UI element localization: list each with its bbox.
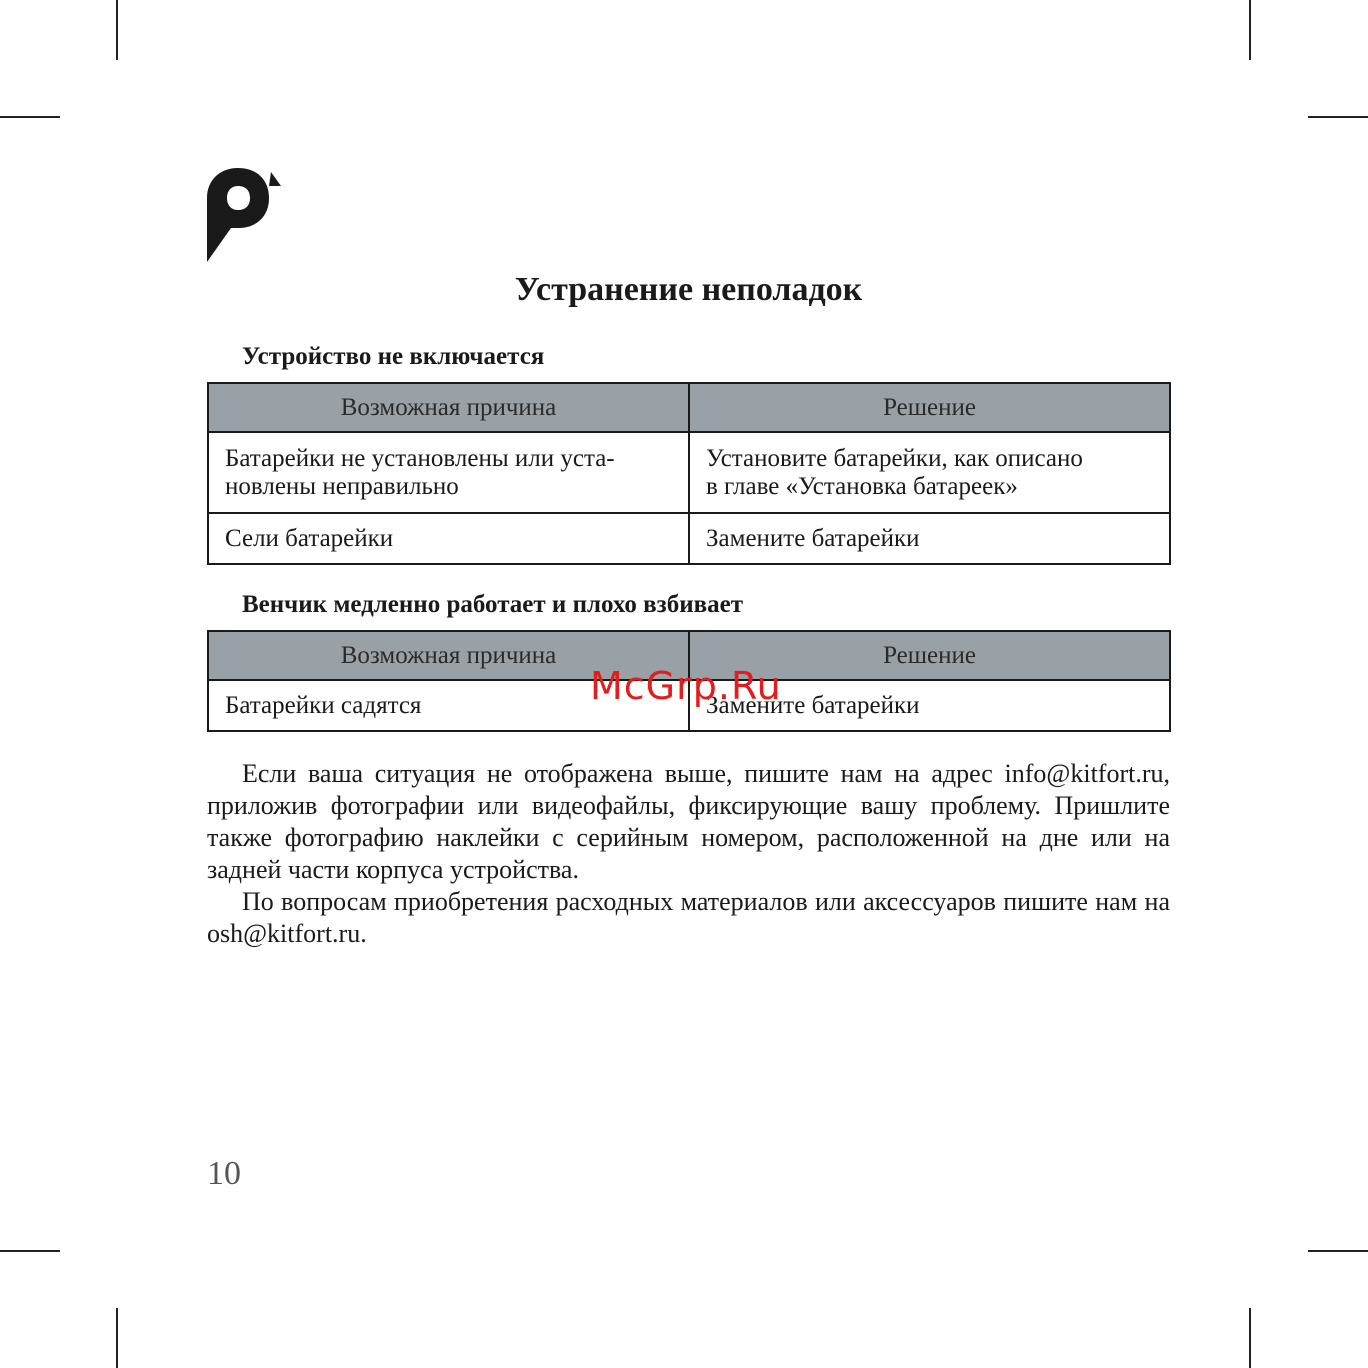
cause-text-line: новлены неправильно xyxy=(225,472,459,500)
solution-cell xyxy=(689,432,1170,513)
paragraph: По вопросам приобретения расходных материалов или аксессуаров пишите нам на osh@kitfort.ru. xyxy=(207,887,1170,948)
page-number: 10 xyxy=(207,1155,241,1192)
table-row xyxy=(208,432,1170,513)
solution-cell: Замените батарейки xyxy=(689,513,1170,564)
watermark: McGrp.Ru xyxy=(590,664,782,708)
cause-cell: Батарейки садятся xyxy=(208,680,689,731)
column-header-solution: Решение xyxy=(689,383,1170,432)
troubleshooting-table xyxy=(207,382,1171,565)
column-header-cause: Возможная причина xyxy=(208,631,689,680)
solution-text-line: в главе «Установка батареек» xyxy=(706,472,1018,500)
body-text xyxy=(207,758,1170,950)
column-header-solution: Решение xyxy=(689,631,1170,680)
cause-cell xyxy=(208,432,689,513)
cause-text-line: Батарейки не установлены или уста- xyxy=(225,444,615,472)
column-header-cause: Возможная причина xyxy=(208,383,689,432)
crop-mark xyxy=(0,1250,60,1252)
crop-mark xyxy=(116,1308,118,1368)
table-header-row xyxy=(208,383,1170,432)
paragraph: Если ваша ситуация не отображена выше, пишите нам на адрес info@kitfort.ru, приложив фотографии или видеофайлы, фиксирующие вашу проблему. Пришлите также фотографию наклейки с серийным номером, расположенной на дне или на задней части корпуса устройства. xyxy=(207,759,1170,884)
crop-mark xyxy=(1308,116,1368,118)
crop-mark xyxy=(116,0,118,60)
crop-mark xyxy=(1308,1250,1368,1252)
crop-mark xyxy=(1249,1308,1251,1368)
solution-cell: Замените батарейки xyxy=(689,680,1170,731)
brand-p-logo-icon xyxy=(205,166,283,264)
cause-cell: Сели батарейки xyxy=(208,513,689,564)
crop-mark xyxy=(1249,0,1251,60)
page-title: Устранение неполадок xyxy=(514,271,863,308)
table-row xyxy=(208,513,1170,564)
section-heading: Венчик медленно работает и плохо взбивает xyxy=(242,591,744,618)
section-heading: Устройство не включается xyxy=(242,343,545,370)
solution-text-line: Установите батарейки, как описано xyxy=(706,444,1083,472)
crop-mark xyxy=(0,116,60,118)
